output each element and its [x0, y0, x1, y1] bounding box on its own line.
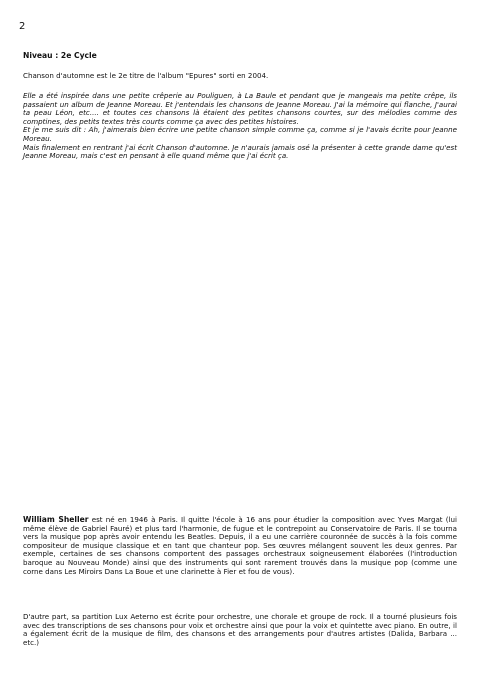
quote-line: Mais finalement en rentrant j'ai écrit Chanson d'automne. Je n'aurais jamais osé la présenter à cette grande dame qu'est Jeanne Moreau, mais c'est en pensant à elle quand même que j'ai écrit ça.	[23, 142, 457, 161]
intro-paragraph: Chanson d'automne est le 2e titre de l'album "Epures" sorti en 2004.	[23, 71, 269, 80]
quote-line: Elle a été inspirée dans une petite crêperie au Pouliguen, à La Baule et pendant que je mangeais ma petite crêpe, ils passaient un album de Jeanne Moreau. Et j'entendais les chansons de Jeanne Moreau. J'ai la mémoire qui flanche, J'aurai ta peau Léon, etc.... et toutes ces chansons là étaient des petites chansons courtes, sur des mélodies comme des comptines, des petits textes très courts comme ça avec des petites histoires.	[23, 91, 457, 126]
quote-block	[23, 92, 457, 161]
quote-line: Et je me suis dit : Ah, j'aimerais bien écrire une petite chanson simple comme ça, comme si je l'avais écrite pour Jeanne Moreau.	[23, 125, 457, 143]
page-number: 2	[19, 21, 26, 32]
biography-paragraph-1	[23, 516, 457, 576]
biography-text: est né en 1946 à Paris. Il quitte l'école à 16 ans pour étudier la composition avec Yves Margat (lui même élève de Gabriel Fauré) et plus tard l'harmonie, de fugue et le contrepoint au Conservatoire de Paris. Il se tourna vers la musique pop après avoir entendu les Beatles. Depuis, il a eu une carrière couronnée de succès à la fois comme compositeur de musique classique et en tant que chanteur pop. Ses œuvres mélangent souvent les deux genres. Par exemple, certaines de ses chansons comportent des passages orchestraux soigneusement élaborées (l'introduction baroque au Nouveau Monde) ainsi que des instruments qui sont rarement trouvés dans la musique pop (comme une corne dans Les Miroirs Dans La Boue et une clarinette à Fier et fou de vous).	[23, 515, 457, 576]
level-heading: Niveau : 2e Cycle	[23, 51, 97, 60]
biography-paragraph-2: D'autre part, sa partition Lux Aeterno est écrite pour orchestre, une chorale et groupe de rock. Il a tourné plusieurs fois avec des transcriptions de ses chansons pour voix et orchestre ainsi que pour la voix et quintette avec piano. En outre, il a également écrit de la musique de film, des chansons et des arrangements pour d'autres artistes (Dalida, Barbara ... etc.)	[23, 612, 457, 647]
composer-name: William Sheller	[23, 515, 89, 524]
